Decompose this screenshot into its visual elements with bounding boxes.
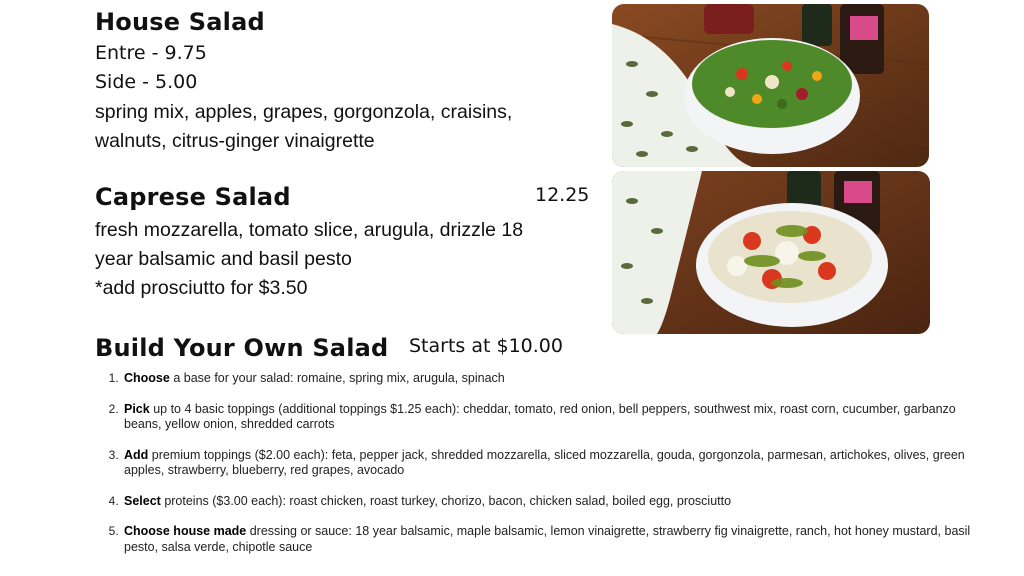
step-verb: Choose house made bbox=[124, 524, 247, 538]
step-text: premium toppings ($2.00 each): feta, pepper jack, shredded mozzarella, sliced mozzarella, gouda, gorgonzola, parmesan, artichokes, olives, green apples, strawberry, blueberry, red grapes, avocado bbox=[124, 447, 965, 477]
step-item bbox=[122, 494, 982, 510]
house-salad-photo-art bbox=[612, 4, 929, 167]
step-text: dressing or sauce: 18 year balsamic, maple balsamic, lemon vinaigrette, strawberry fig vinaigrette, ranch, hot honey mustard, basil pesto, salsa verde, chipotle sauce bbox=[124, 524, 971, 554]
step-verb: Choose bbox=[124, 371, 170, 385]
caprese-salad-description-line: year balsamic and basil pesto bbox=[95, 248, 352, 270]
step-item bbox=[122, 448, 982, 479]
caprese-salad-price: 12.25 bbox=[535, 184, 590, 206]
step-verb: Pick bbox=[124, 401, 150, 416]
build-your-own-price: Starts at $10.00 bbox=[409, 335, 563, 357]
step-item bbox=[122, 371, 982, 387]
caprese-salad-photo bbox=[612, 171, 930, 334]
step-item bbox=[122, 402, 982, 433]
step-verb: Add bbox=[124, 447, 149, 462]
house-salad-photo bbox=[612, 4, 929, 167]
step-item bbox=[122, 524, 982, 555]
caprese-salad-addon: *add prosciutto for $3.50 bbox=[95, 277, 308, 299]
house-salad-description-line: spring mix, apples, grapes, gorgonzola, craisins, bbox=[95, 101, 513, 123]
build-your-own-steps bbox=[100, 371, 982, 570]
build-your-own-title: Build Your Own Salad bbox=[95, 334, 389, 362]
caprese-salad-title: Caprese Salad bbox=[95, 183, 291, 211]
house-salad-title: House Salad bbox=[95, 8, 265, 36]
step-text: up to 4 basic toppings (additional toppings $1.25 each): cheddar, tomato, red onion, bell peppers, southwest mix, roast corn, cucumber, garbanzo beans, yellow onion, shredded carrots bbox=[124, 401, 956, 431]
house-salad-entre-price: Entre - 9.75 bbox=[95, 42, 207, 64]
step-verb: Select bbox=[124, 493, 161, 508]
caprese-salad-photo-art bbox=[612, 171, 930, 334]
caprese-salad-description-line: fresh mozzarella, tomato slice, arugula, drizzle 18 bbox=[95, 219, 524, 241]
house-salad-description bbox=[95, 98, 575, 156]
house-salad-side-price: Side - 5.00 bbox=[95, 71, 198, 93]
step-text: proteins ($3.00 each): roast chicken, roast turkey, chorizo, bacon, chicken salad, boiled egg, prosciutto bbox=[160, 493, 732, 508]
house-salad-description-line: walnuts, citrus-ginger vinaigrette bbox=[95, 130, 375, 152]
step-text: a base for your salad: romaine, spring mix, arugula, spinach bbox=[169, 371, 505, 385]
caprese-salad-description bbox=[95, 216, 575, 303]
